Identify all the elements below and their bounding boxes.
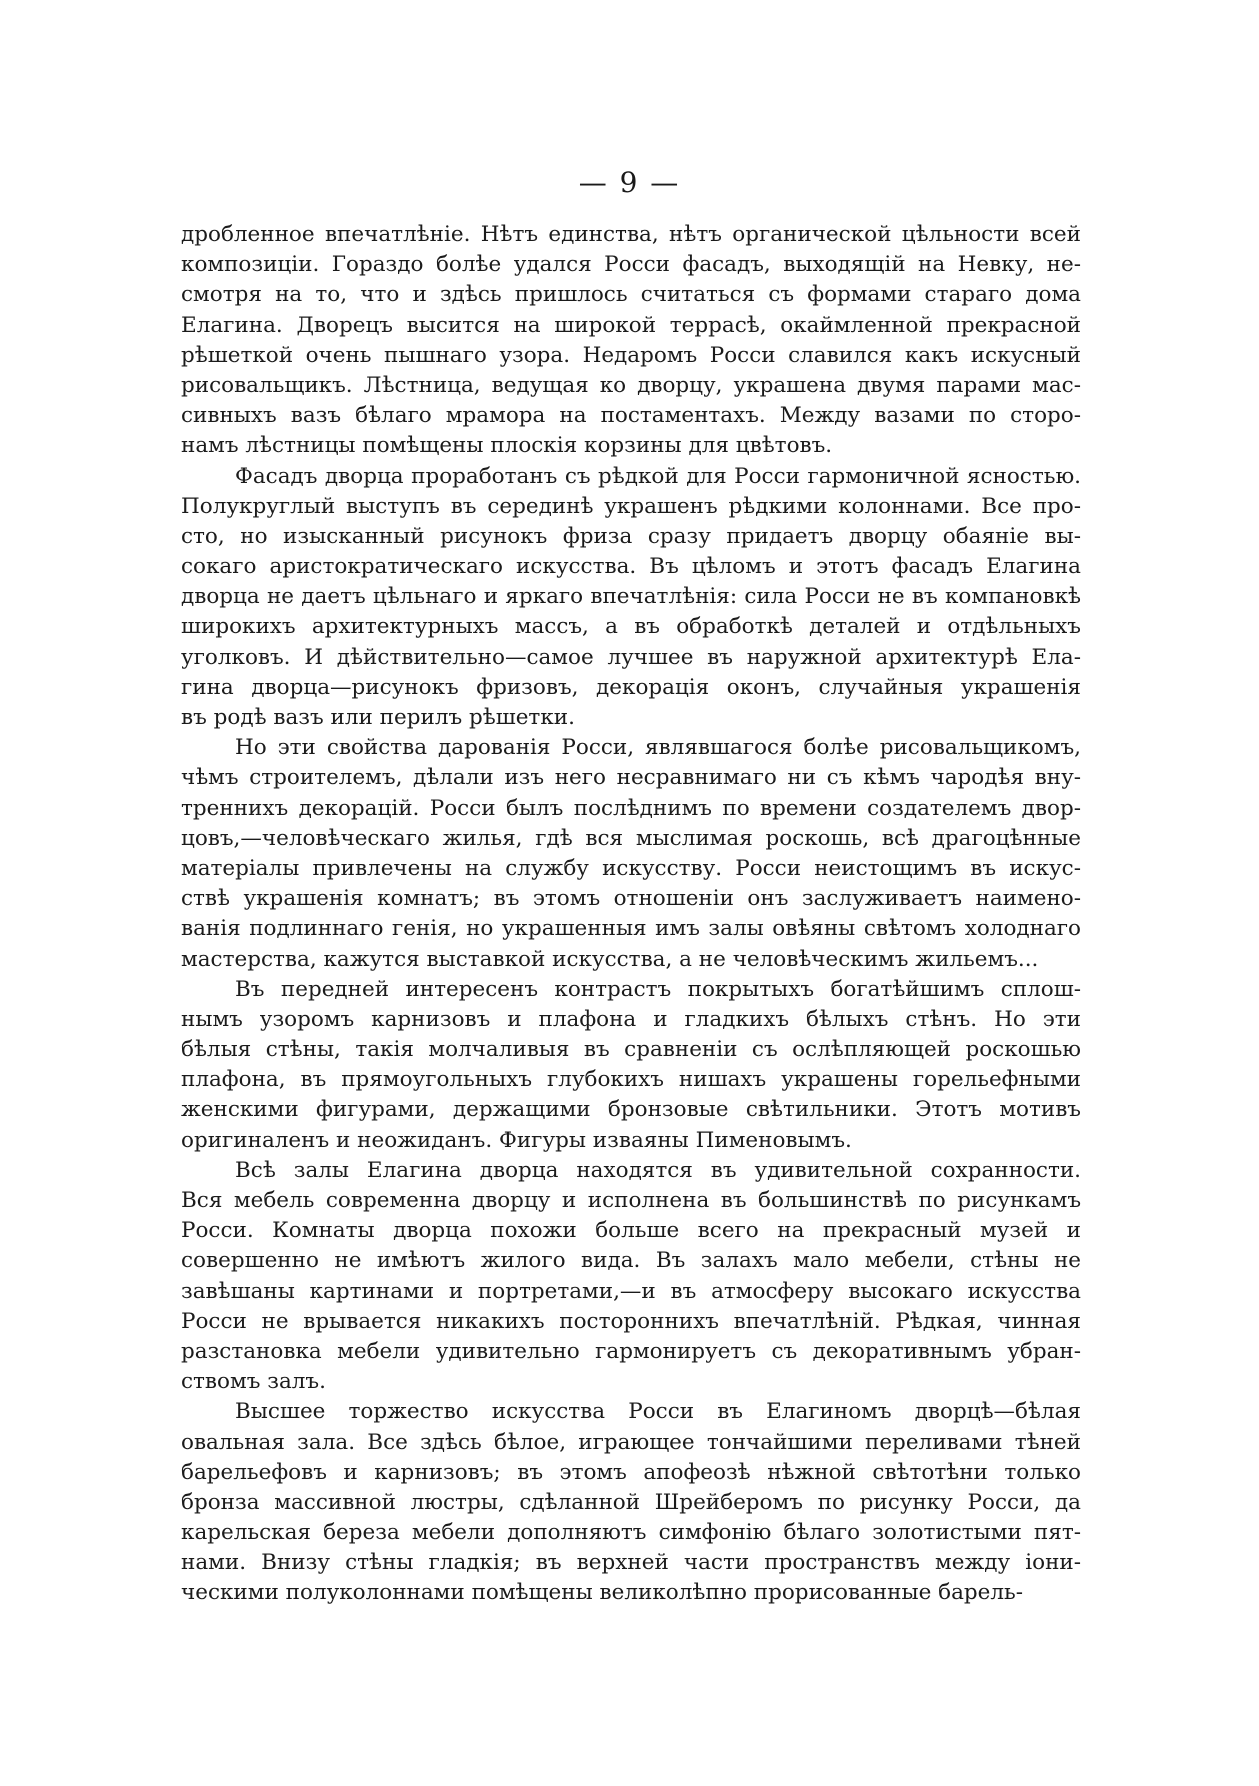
paragraph bbox=[181, 1397, 1081, 1608]
paragraph bbox=[181, 462, 1081, 734]
text-line: Но эти свойства дарованія Росси, являвшагося болѣе рисовальщикомъ, bbox=[235, 735, 1081, 761]
text-line: нами. Внизу стѣны гладкія; въ верхней части пространствъ между іони- bbox=[181, 1550, 1081, 1576]
paragraph bbox=[181, 733, 1081, 975]
text-line: плафона, въ прямоугольныхъ глубокихъ нишахъ украшены горельефными bbox=[181, 1067, 1081, 1093]
text-line: ванія подлиннаго генія, но украшенныя имъ залы овѣяны свѣтомъ холоднаго bbox=[181, 916, 1081, 942]
text-line: Фасадъ дворца проработанъ съ рѣдкой для Росси гармоничной ясностью. bbox=[235, 463, 1081, 489]
text-line: Въ передней интересенъ контрастъ покрытыхъ богатѣйшимъ сплош- bbox=[235, 976, 1081, 1002]
text-line: Полукруглый выступъ въ серединѣ украшенъ рѣдкими колоннами. Все про- bbox=[181, 493, 1081, 519]
text-line: дворца не даетъ цѣльнаго и яркаго впечатлѣнія: сила Росси не въ компановкѣ bbox=[181, 584, 1081, 610]
text-line: Всѣ залы Елагина дворца находятся въ удивительной сохранности. bbox=[235, 1157, 1081, 1183]
text-line: намъ лѣстницы помѣщены плоскія корзины для цвѣтовъ. bbox=[181, 433, 833, 459]
text-line: сокаго аристократическаго искусства. Въ цѣломъ и этотъ фасадъ Елагина bbox=[181, 554, 1081, 580]
text-line: нымъ узоромъ карнизовъ и плафона и гладкихъ бѣлыхъ стѣнъ. Но эти bbox=[181, 1006, 1081, 1032]
paragraph bbox=[181, 220, 1081, 462]
text-line: цовъ,—человѣческаго жилья, гдѣ вся мыслимая роскошь, всѣ драгоцѣнные bbox=[181, 825, 1081, 851]
text-line: совершенно не имѣютъ жилого вида. Въ залахъ мало мебели, стѣны не bbox=[181, 1248, 1081, 1274]
text-line: ческими полуколоннами помѣщены великолѣпно прорисованные барель- bbox=[181, 1580, 1024, 1606]
text-line: Высшее торжество искусства Росси въ Елагиномъ дворцѣ—бѣлая bbox=[235, 1399, 1081, 1425]
text-line: треннихъ декорацій. Росси былъ послѣднимъ по времени создателемъ двор- bbox=[181, 795, 1081, 821]
text-line: Росси не врывается никакихъ постороннихъ впечатлѣній. Рѣдкая, чинная bbox=[181, 1308, 1081, 1334]
text-line: гина дворца—рисунокъ фризовъ, декорація оконъ, случайныя украшенія bbox=[181, 674, 1081, 700]
page-number: — 9 — bbox=[578, 166, 681, 199]
text-line: Росси. Комнаты дворца похожи больше всего на прекрасный музей и bbox=[181, 1218, 1081, 1244]
text-line: сивныхъ вазъ бѣлаго мрамора на постаментахъ. Между вазами по сторо- bbox=[181, 403, 1081, 429]
text-line: широкихъ архитектурныхъ массъ, а въ обработкѣ деталей и отдѣльныхъ bbox=[181, 614, 1081, 640]
text-line: дробленное впечатлѣніе. Нѣтъ единства, нѣтъ органической цѣльности всей bbox=[181, 222, 1081, 247]
paragraph bbox=[181, 1156, 1081, 1398]
text-line: Вся мебель современна дворцу и исполнена въ большинствѣ по рисункамъ bbox=[181, 1188, 1081, 1213]
text-line: композиціи. Гораздо болѣе удался Росси фасадъ, выходящій на Невку, не- bbox=[181, 252, 1081, 278]
text-line: бронза массивной люстры, сдѣланной Шрейберомъ по рисунку Росси, да bbox=[181, 1489, 1081, 1515]
text-line: рисовальщикъ. Лѣстница, ведущая ко дворцу, украшена двумя парами мас- bbox=[181, 372, 1081, 398]
text-line: чѣмъ строителемъ, дѣлали изъ него несравнимаго ни съ кѣмъ чародѣя вну- bbox=[181, 765, 1081, 791]
body-text bbox=[181, 220, 1081, 1609]
text-line: смотря на то, что и здѣсь пришлось считаться съ формами стараго дома bbox=[181, 282, 1081, 308]
text-line: завѣшаны картинами и портретами,—и въ атмосферу высокаго искусства bbox=[181, 1278, 1081, 1304]
text-line: Елагина. Дворецъ высится на широкой террасѣ, окаймленной прекрасной bbox=[181, 312, 1081, 338]
text-line: матеріалы привлечены на службу искусству. Росси неистощимъ въ искус- bbox=[181, 855, 1081, 881]
text-line: барельефовъ и карнизовъ; въ этомъ апофеозѣ нѣжной свѣтотѣни только bbox=[181, 1459, 1081, 1485]
text-line: овальная зала. Все здѣсь бѣлое, играющее тончайшими переливами тѣней bbox=[181, 1429, 1081, 1455]
text-line: оригиналенъ и неожиданъ. Фигуры изваяны Пименовымъ. bbox=[181, 1127, 852, 1153]
text-line: карельская береза мебели дополняютъ симфонію бѣлаго золотистыми пят- bbox=[181, 1520, 1081, 1546]
text-line: уголковъ. И дѣйствительно—самое лучшее въ наружной архитектурѣ Ела- bbox=[181, 644, 1081, 670]
text-line: сто, но изысканный рисунокъ фриза сразу придаетъ дворцу обаяніе вы- bbox=[181, 523, 1081, 549]
text-line: разстановка мебели удивительно гармонируетъ съ декоративнымъ убран- bbox=[181, 1338, 1081, 1364]
text-line: рѣшеткой очень пышнаго узора. Недаромъ Росси славился какъ искусный bbox=[181, 342, 1081, 368]
text-line: ствѣ украшенія комнатъ; въ этомъ отношеніи онъ заслуживаетъ наимено- bbox=[181, 886, 1081, 912]
text-line: въ родѣ вазъ или перилъ рѣшетки. bbox=[181, 705, 575, 730]
text-line: ствомъ залъ. bbox=[181, 1369, 326, 1395]
paragraph bbox=[181, 975, 1081, 1156]
text-line: бѣлыя стѣны, такія молчаливыя въ сравненіи съ ослѣпляющей роскошью bbox=[181, 1037, 1081, 1063]
text-line: мастерства, кажутся выставкой искусства, а не человѣческимъ жильемъ... bbox=[181, 946, 1039, 972]
text-line: женскими фигурами, держащими бронзовые свѣтильники. Этотъ мотивъ bbox=[181, 1097, 1081, 1123]
